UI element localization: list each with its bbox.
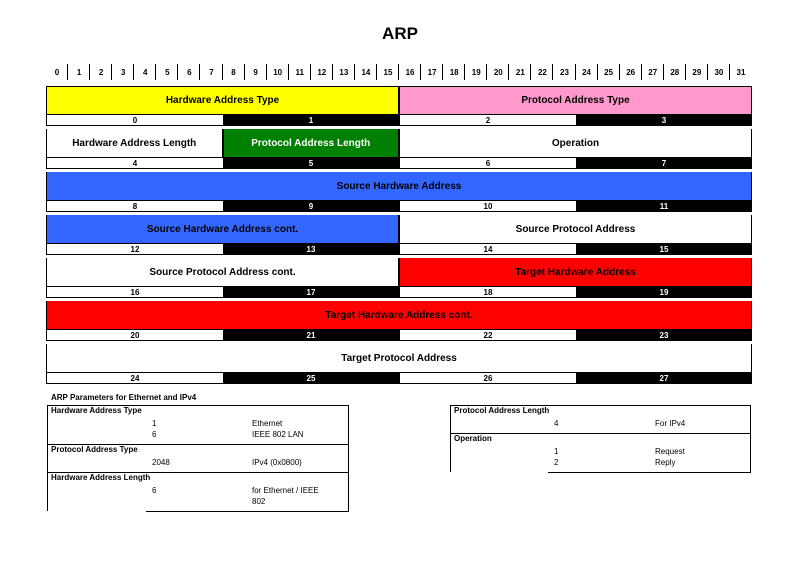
param-description: Reply xyxy=(655,458,676,467)
packet-field: Target Protocol Address xyxy=(46,344,752,372)
bit-label: 31 xyxy=(730,62,752,82)
bit-label: 11 xyxy=(289,62,311,82)
byte-index: 19 xyxy=(576,287,752,297)
divider xyxy=(46,340,752,341)
table-border xyxy=(450,405,451,472)
page-title: ARP xyxy=(382,24,418,43)
bit-label: 21 xyxy=(509,62,531,82)
bit-label: 24 xyxy=(576,62,598,82)
divider xyxy=(46,114,752,115)
param-value: 6 xyxy=(152,486,157,495)
divider xyxy=(46,243,752,244)
param-heading: Hardware Address Length xyxy=(51,473,151,482)
bit-label: 22 xyxy=(531,62,553,82)
byte-index: 18 xyxy=(399,287,576,297)
byte-index: 27 xyxy=(576,373,752,383)
bit-label: 25 xyxy=(598,62,620,82)
bit-label: 28 xyxy=(664,62,686,82)
byte-index: 21 xyxy=(223,330,399,340)
param-value: 1 xyxy=(152,419,157,428)
bit-label: 29 xyxy=(686,62,708,82)
bit-label: 30 xyxy=(708,62,730,82)
table-border xyxy=(548,472,751,473)
table-border xyxy=(47,405,48,511)
bit-label: 19 xyxy=(465,62,487,82)
packet-field: Protocol Address Length xyxy=(223,129,400,157)
param-description: Request xyxy=(655,447,685,456)
byte-index: 15 xyxy=(576,244,752,254)
byte-index-bar xyxy=(46,330,752,340)
bit-label: 7 xyxy=(200,62,222,82)
param-description: IEEE 802 LAN xyxy=(252,430,304,439)
param-value: 2048 xyxy=(152,458,170,467)
param-heading: Protocol Address Length xyxy=(454,406,550,415)
divider xyxy=(46,157,752,158)
bit-label: 18 xyxy=(443,62,465,82)
byte-index: 9 xyxy=(223,201,399,211)
divider xyxy=(46,254,752,255)
param-value: 6 xyxy=(152,430,157,439)
byte-index-bar xyxy=(46,244,752,254)
param-heading: Operation xyxy=(454,434,492,443)
param-description: for Ethernet / IEEE xyxy=(252,486,319,495)
byte-index: 17 xyxy=(223,287,399,297)
byte-index-bar xyxy=(46,201,752,211)
divider xyxy=(46,211,752,212)
bit-label: 3 xyxy=(112,62,134,82)
divider xyxy=(46,383,752,384)
bit-label: 9 xyxy=(245,62,267,82)
byte-index: 2 xyxy=(399,115,576,125)
bit-label: 12 xyxy=(311,62,333,82)
divider xyxy=(46,372,752,373)
packet-field: Source Protocol Address cont. xyxy=(46,258,399,286)
byte-index: 5 xyxy=(223,158,399,168)
byte-index-bar xyxy=(46,373,752,383)
bit-label: 23 xyxy=(553,62,575,82)
byte-index: 13 xyxy=(223,244,399,254)
byte-index: 8 xyxy=(46,201,223,211)
divider xyxy=(46,286,752,287)
bit-label: 1 xyxy=(68,62,90,82)
byte-index: 3 xyxy=(576,115,752,125)
divider xyxy=(46,125,752,126)
byte-index: 24 xyxy=(46,373,223,383)
byte-index: 12 xyxy=(46,244,223,254)
bit-label: 6 xyxy=(178,62,200,82)
divider xyxy=(46,168,752,169)
bit-label: 8 xyxy=(223,62,245,82)
bit-label: 13 xyxy=(333,62,355,82)
packet-field: Source Protocol Address xyxy=(399,215,752,243)
packet-field: Target Hardware Address cont. xyxy=(46,301,752,329)
byte-index: 4 xyxy=(46,158,223,168)
bit-label: 20 xyxy=(487,62,509,82)
byte-index: 20 xyxy=(46,330,223,340)
param-description: Ethernet xyxy=(252,419,283,428)
byte-index: 6 xyxy=(399,158,576,168)
byte-index: 16 xyxy=(46,287,223,297)
param-description: 802 xyxy=(252,497,266,506)
byte-index: 25 xyxy=(223,373,399,383)
bit-label: 15 xyxy=(377,62,399,82)
packet-field: Source Hardware Address cont. xyxy=(46,215,399,243)
param-description: For IPv4 xyxy=(655,419,686,428)
byte-index-bar xyxy=(46,287,752,297)
table-border xyxy=(146,511,349,512)
table-divider xyxy=(450,433,750,434)
param-value: 2 xyxy=(554,458,559,467)
bit-label: 0 xyxy=(54,67,60,77)
bit-label: 5 xyxy=(156,62,178,82)
byte-index: 1 xyxy=(223,115,399,125)
packet-field: Hardware Address Length xyxy=(46,129,223,157)
param-value: 4 xyxy=(554,419,559,428)
bit-label: 17 xyxy=(421,62,443,82)
packet-field: Protocol Address Type xyxy=(399,86,752,114)
bit-label: 26 xyxy=(620,62,642,82)
byte-index: 23 xyxy=(576,330,752,340)
byte-index-bar xyxy=(46,115,752,125)
divider xyxy=(46,86,752,87)
packet-field: Operation xyxy=(399,129,752,157)
param-heading: Hardware Address Type xyxy=(51,406,142,415)
bit-label: 16 xyxy=(399,62,421,82)
table-border xyxy=(750,405,751,472)
byte-index: 14 xyxy=(399,244,576,254)
bit-label: 10 xyxy=(267,62,289,82)
byte-index: 0 xyxy=(46,115,223,125)
divider xyxy=(46,297,752,298)
byte-index: 10 xyxy=(399,201,576,211)
bit-ruler xyxy=(46,62,752,82)
divider xyxy=(46,329,752,330)
byte-index: 7 xyxy=(576,158,752,168)
parameters-title: ARP Parameters for Ethernet and IPv4 xyxy=(51,393,197,402)
param-heading: Protocol Address Type xyxy=(51,445,138,454)
byte-index: 11 xyxy=(576,201,752,211)
byte-index: 22 xyxy=(399,330,576,340)
packet-field: Hardware Address Type xyxy=(46,86,399,114)
bit-label: 2 xyxy=(90,62,112,82)
byte-index: 26 xyxy=(399,373,576,383)
param-description: IPv4 (0x0800) xyxy=(252,458,302,467)
table-border xyxy=(348,405,349,511)
param-value: 1 xyxy=(554,447,559,456)
divider xyxy=(46,200,752,201)
byte-index-bar xyxy=(46,158,752,168)
bit-label: 27 xyxy=(642,62,664,82)
packet-field: Target Hardware Address xyxy=(399,258,752,286)
bit-label: 4 xyxy=(134,62,156,82)
packet-field: Source Hardware Address xyxy=(46,172,752,200)
bit-label: 14 xyxy=(355,62,377,82)
